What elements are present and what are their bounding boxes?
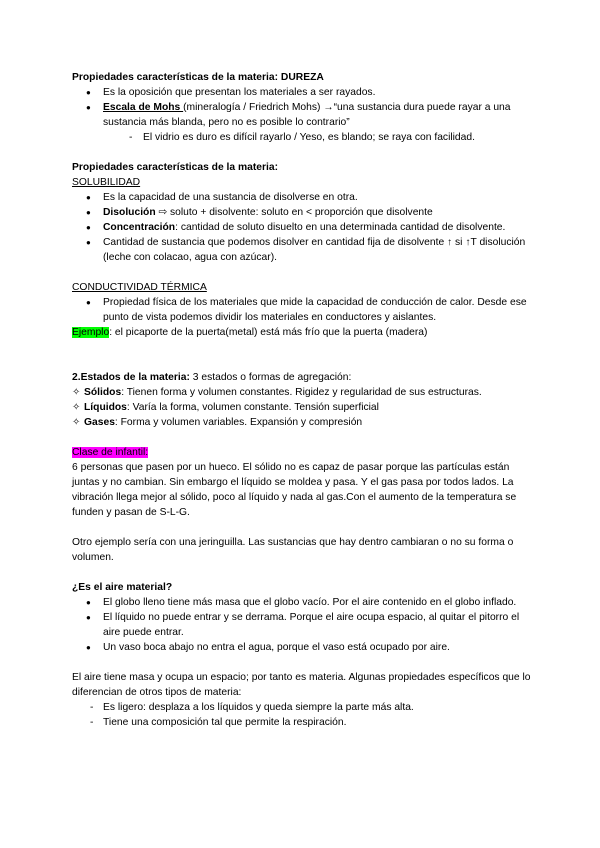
section-dureza (72, 70, 534, 145)
list-item: ● Disolución ⇨ soluto + disolvente: soluto en < proporción que disolvente (72, 205, 534, 220)
list-item: ● El líquido no puede entrar y se derrama. Porque el aire ocupa espacio, al quitar el pitorro el aire puede entrar. (72, 610, 534, 640)
list-item: ✧ Sólidos: Tienen forma y volumen constantes. Rigidez y regularidad de sus estructuras. (72, 385, 534, 400)
aire-heading: ¿Es el aire material? (72, 582, 173, 593)
list-item: ● El globo lleno tiene más masa que el globo vacío. Por el aire contenido en el globo inflado. (72, 595, 534, 610)
section-clase (72, 445, 534, 565)
section-estados (72, 370, 534, 430)
section-solubilidad (72, 160, 534, 265)
dureza-heading: Propiedades características de la materia: DUREZA (72, 72, 324, 83)
list-item: ● Un vaso boca abajo no entra el agua, porque el vaso está ocupado por aire. (72, 640, 534, 655)
aire-paragraph: El aire tiene masa y ocupa un espacio; por tanto es materia. Algunas propiedades específicos que lo diferencian de otros tipos de materia: (72, 672, 531, 698)
list-item: ✧ Líquidos: Varía la forma, volumen constante. Tensión superficial (72, 400, 534, 415)
conductividad-subheading: CONDUCTIVIDAD TÉRMICA (72, 282, 207, 293)
document-page (72, 70, 534, 730)
mohs-term: Escala de Mohs (103, 102, 184, 113)
list-item: ● Es la capacidad de una sustancia de disolverse en otra. (72, 190, 534, 205)
ejemplo-line: Ejemplo: el picaporte de la puerta(metal) está más frío que la puerta (madera) (72, 327, 428, 338)
section-conductividad (72, 280, 534, 340)
list-item: ● Es la oposición que presentan los materiales a ser rayados. (72, 85, 534, 100)
list-item: ● Concentración: cantidad de soluto disuelto en una determinada cantidad de disolvente. (72, 220, 534, 235)
solubilidad-heading: Propiedades características de la materia: (72, 162, 279, 173)
list-item: - Es ligero: desplaza a los líquidos y queda siempre la parte más alta. (72, 700, 534, 715)
solubilidad-subheading: SOLUBILIDAD (72, 177, 141, 188)
ejemplo-label: Ejemplo (72, 327, 110, 338)
list-item: ● Propiedad física de los materiales que mide la capacidad de conducción de calor. Desde ese punto de vista podemos dividir los materiales en conductores y aislantes. (72, 295, 534, 325)
section-aire (72, 580, 534, 730)
list-item: ● Escala de Mohs (mineralogía / Friedrich Mohs) →“una sustancia dura puede rayar a una sustancia más blanda, pero no es posible lo contrario” (72, 100, 534, 130)
list-item: - Tiene una composición tal que permite la respiración. (72, 715, 534, 730)
sub-list-item: - El vidrio es duro es difícil rayarlo / Yeso, es blando; se raya con facilidad. (72, 130, 534, 145)
estados-heading: 2.Estados de la materia: 3 estados o formas de agregación: (72, 372, 352, 383)
clase-paragraph: 6 personas que pasen por un hueco. El sólido no es capaz de pasar porque las partículas están juntas y no cambian. Sin embargo el líquido se moldea y pasa. Y el gas pasa por todos lados. La vibración llega mejor al sólido, poco al líquido y nada al gas.Con el aumento de la temperatura se funden y pasan de S-L-G. (72, 462, 517, 518)
list-item: ● Cantidad de sustancia que podemos disolver en cantidad fija de disolvente ↑ si ↑T disolución (leche con colacao, agua con azúcar). (72, 235, 534, 265)
clase-paragraph-2: Otro ejemplo sería con una jeringuilla. Las sustancias que hay dentro cambiaran o no su forma o volumen. (72, 537, 514, 563)
list-item: ✧ Gases: Forma y volumen variables. Expansión y compresión (72, 415, 534, 430)
clase-label: Clase de infantil: (72, 447, 149, 458)
